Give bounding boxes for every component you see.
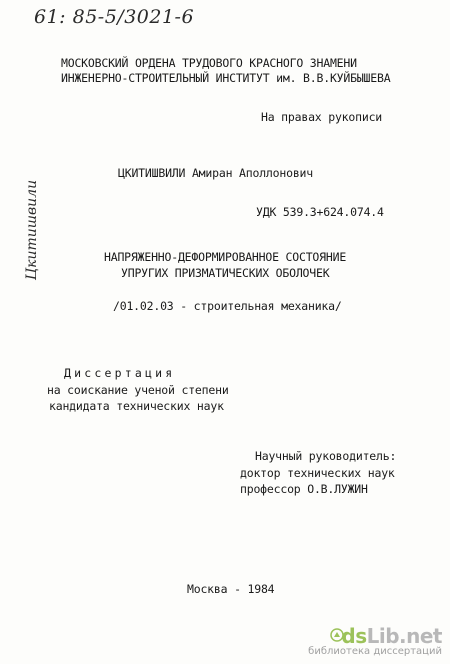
specialty-code: /01.02.03 - строительная механика/	[113, 299, 342, 313]
supervisor-name: профессор О.В.ЛУЖИН	[240, 482, 368, 496]
handwritten-catalog-number: 61: 85-5/3021-6	[34, 6, 195, 28]
udc-code: УДК 539.3+624.074.4	[256, 205, 384, 219]
dslib-logo-prefix: ds	[341, 624, 367, 648]
handwritten-margin-note: Цкитишвили	[24, 179, 41, 281]
dslib-logo-text	[341, 624, 442, 648]
degree-line-3: кандидата технических наук	[49, 399, 224, 413]
degree-line-2: на соискание ученой степени	[47, 383, 229, 397]
institution-line-1: МОСКОВСКИЙ ОРДЕНА ТРУДОВОГО КРАСНОГО ЗНАМЕНИ	[61, 56, 357, 70]
institution-line-2: ИНЖЕНЕРНО-СТРОИТЕЛЬНЫЙ ИНСТИТУТ им. В.В.КУЙБЫШЕВА	[61, 71, 391, 85]
dslib-subtitle: библиотека диссертаций	[308, 646, 442, 657]
supervisor-degree: доктор технических наук	[240, 466, 395, 480]
dslib-watermark	[292, 624, 442, 658]
supervisor-label: Научный руководитель:	[255, 449, 397, 463]
dissertation-label: Диссертация	[64, 366, 176, 380]
dslib-logo-suffix: Lib.net	[366, 624, 442, 648]
dissertation-title-line-2: УПРУГИХ ПРИЗМАТИЧЕСКИХ ОБОЛОЧЕК	[121, 266, 330, 280]
place-year: Москва - 1984	[187, 582, 275, 596]
dissertation-title-line-1: НАПРЯЖЕННО-ДЕФОРМИРОВАННОЕ СОСТОЯНИЕ	[104, 250, 347, 264]
author-name: ЦКИТИШВИЛИ Амиран Аполлонович	[118, 166, 313, 180]
manuscript-note: На правах рукописи	[261, 110, 383, 124]
